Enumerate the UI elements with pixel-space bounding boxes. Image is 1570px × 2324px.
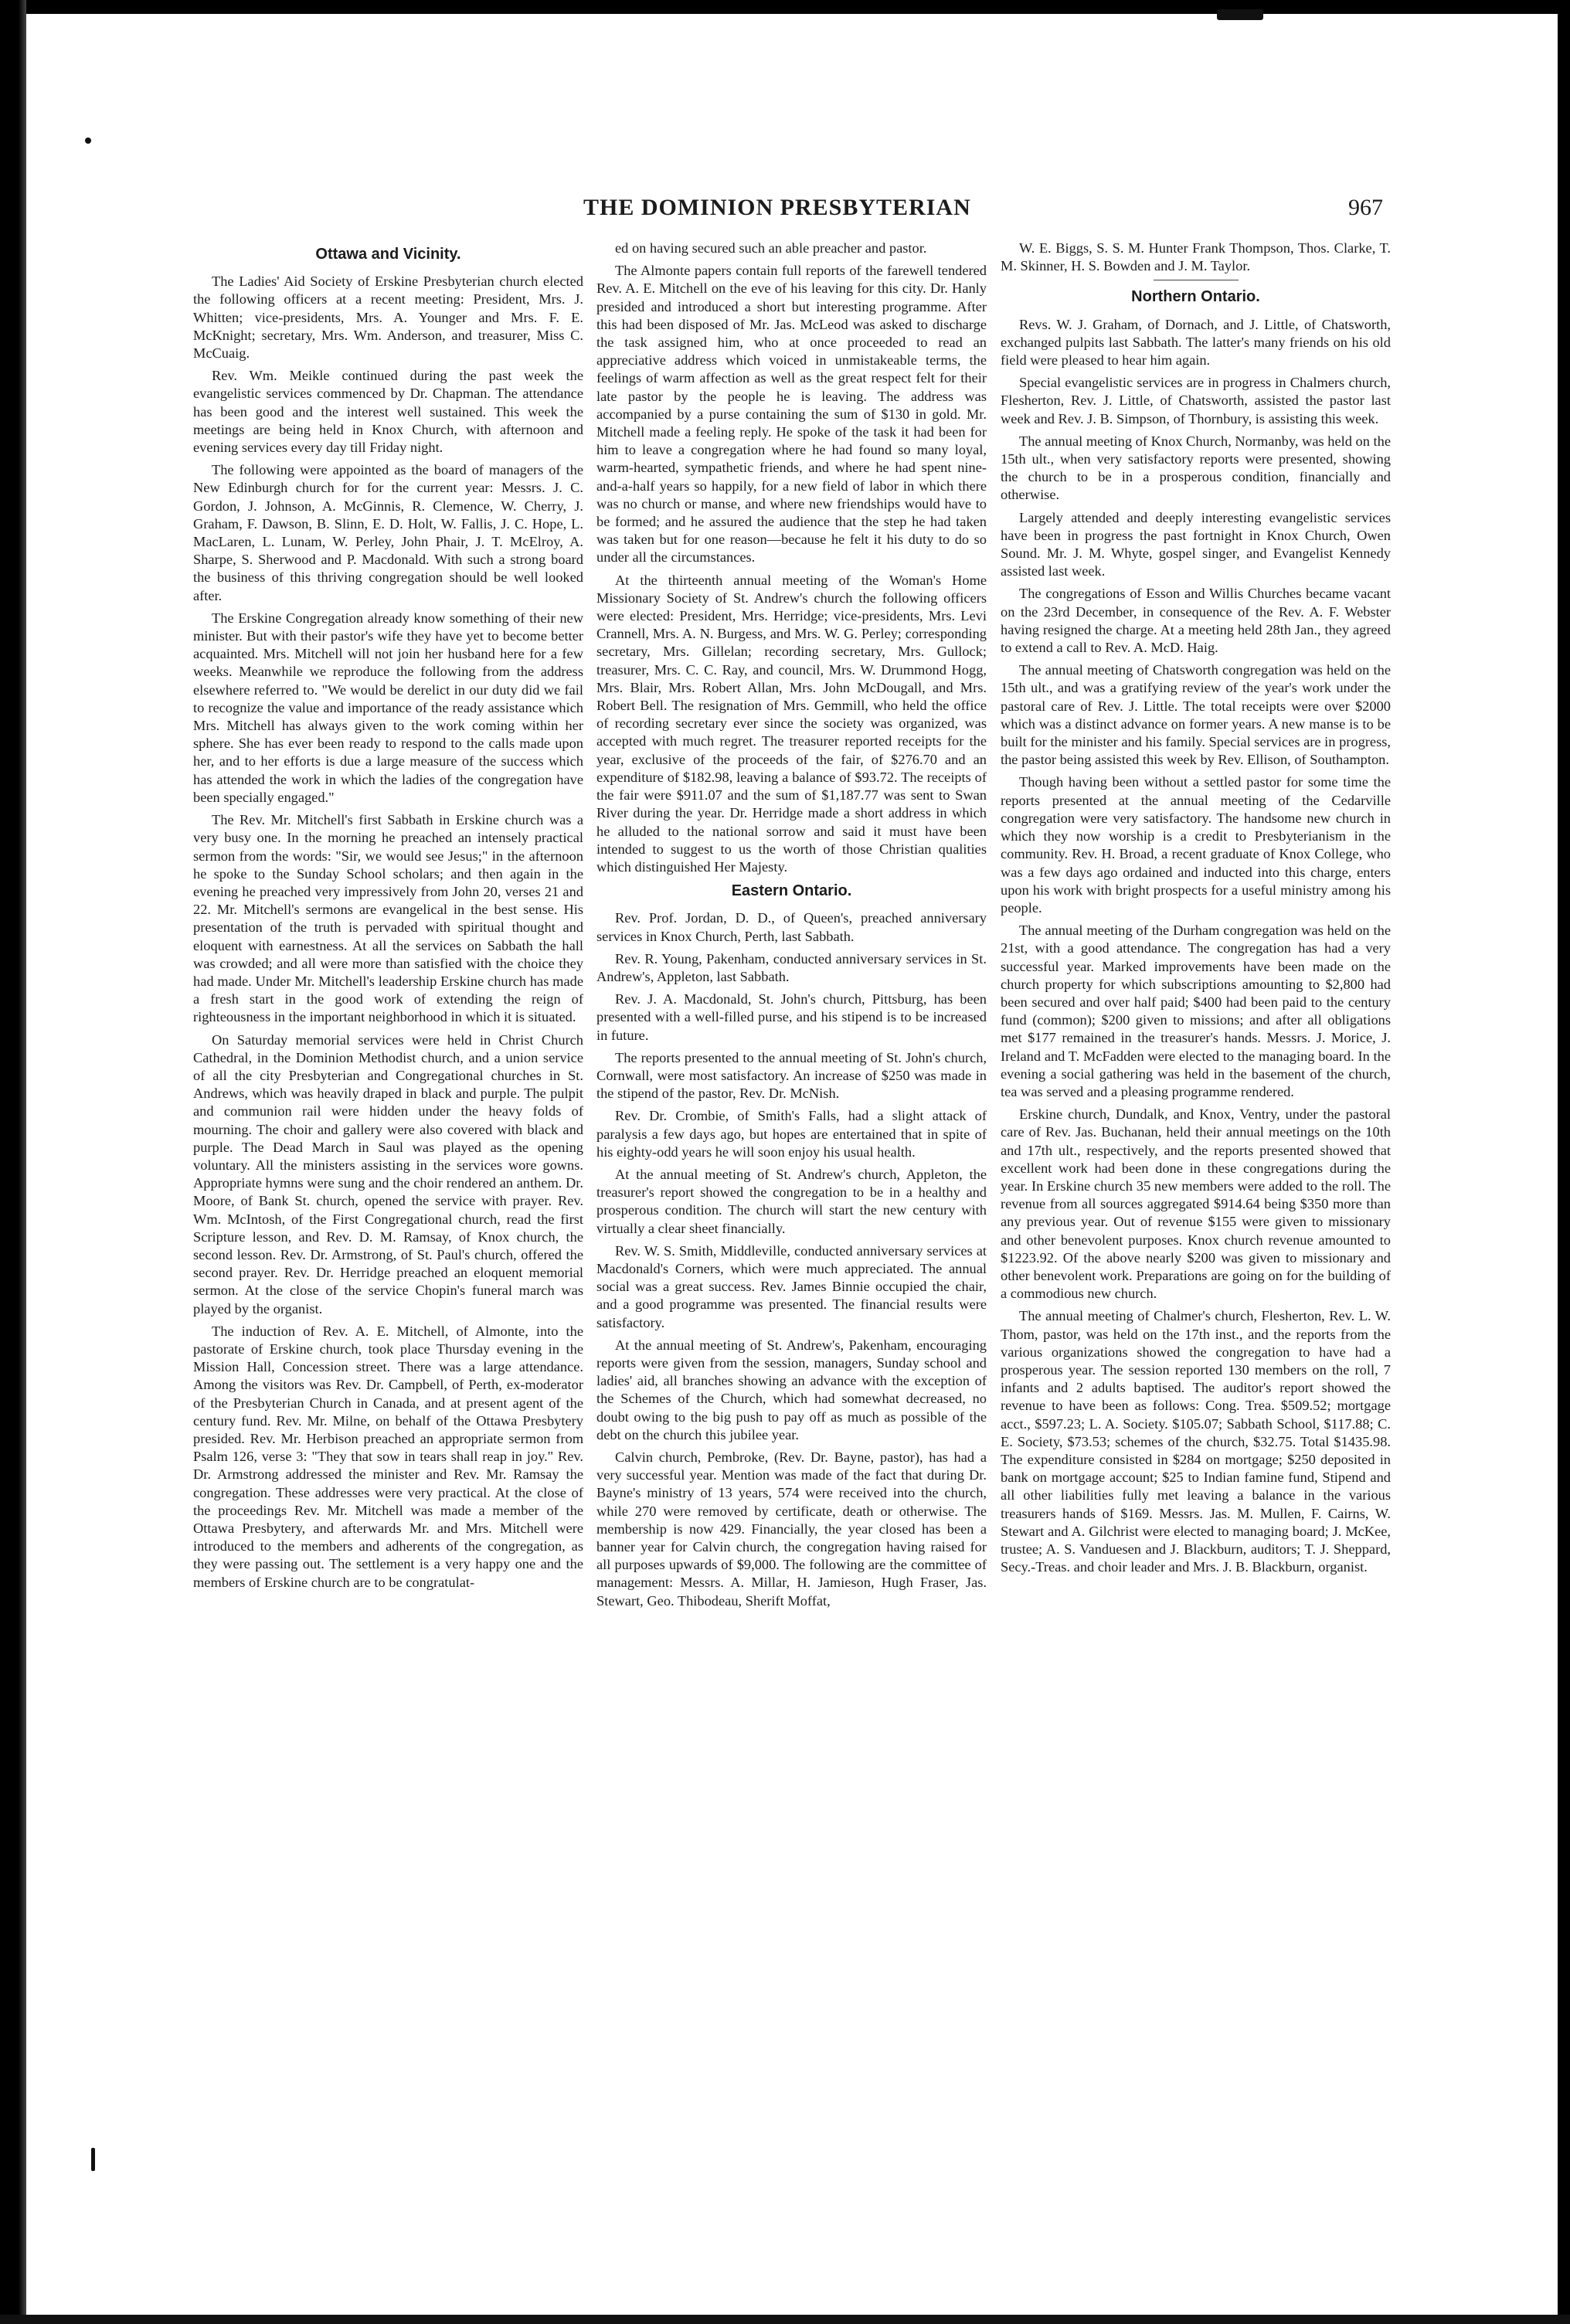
column-1-body (193, 273, 583, 1592)
article-paragraph: The annual meeting of Knox Church, Normanby, was held on the 15th ult., when very satisfactory reports were presented, showing the church to be in a prosperous condition, financially and otherwise. (1001, 433, 1391, 503)
column-1 (193, 240, 583, 2264)
article-paragraph: The reports presented to the annual meeting of St. John's church, Cornwall, were most satisfactory. An increase of $250 was made in the stipend of the pastor, Rev. Dr. McNish. (596, 1049, 987, 1102)
scan-border-right (1558, 0, 1570, 2324)
article-paragraph: The Almonte papers contain full reports of the farewell tendered Rev. A. E. Mitchell on the eve of his leaving for this city. Dr. Hanly presided and introduced a short but interesting programme. After this had been disposed of Mr. Jas. McLeod was asked to discharge the task assigned him, who at once proceeded to read an appreciative address which voiced in unmistakeable terms, the feelings of warm affection as well as the great respect felt for their late pastor by the people he is leaving. The address was accompanied by a purse containing the sum of $130 in gold. Mr. Mitchell made a feeling reply. He spoke of the task it had been for him to leave a congregation where he had found so many loyal, warm-hearted, sympathetic friends, and where he had spent nine-and-a-half years so happily, for a new field of labor in which there was no church or manse, and where new friendships would have to be formed; and he assured the audience that the step he had taken was taken but for one reason—because he felt it his duty to do so under all the circumstances. (596, 263, 987, 566)
scan-border-top (0, 0, 1570, 14)
column-3 (1001, 240, 1391, 2264)
article-paragraph: Rev. R. Young, Pakenham, conducted anniversary services in St. Andrew's, Appleton, last Sabbath. (596, 950, 987, 984)
article-paragraph: The Erskine Congregation already know something of their new minister. But with their pastor's wife they have yet to become better acquainted. Mrs. Mitchell will not join her husband here for a few weeks. Meanwhile we reproduce the following from the address elsewhere referred to. "We would be derelict in our duty did we fail to recognize the value and importance of the ready assistance which Mrs. Mitchell has always given to the work coming within her sphere. She has ever been ready to respond to the calls made upon her, and to her efforts is due a large measure of the success which has attended the work in which the ladies of the congregation have been specially engaged." (193, 610, 583, 805)
article-paragraph: Special evangelistic services are in progress in Chalmers church, Flesherton, Rev. J. Little, of Chatsworth, assisted the pastor last week and Rev. J. B. Simpson, of Thornbury, is assisting this week. (1001, 375, 1391, 426)
scan-speck (91, 2148, 95, 2171)
page-number: 967 (1348, 195, 1383, 220)
article-paragraph: The induction of Rev. A. E. Mitchell, of Almonte, into the pastorate of Erskine church, took place Thursday evening in the Mission Hall, Concession street. There was a large attendance. Among the visitors was Rev. Dr. Campbell, of Perth, ex-moderator of the Presbyterian Church in Canada, and at present agent of the century fund. Rev. Mr. Milne, on behalf of the Ottawa Presbytery presided. Rev. Mr. Herbison preached an appropriate sermon from Psalm 126, verse 3: "They that sow in tears shall reap in joy." Rev. Dr. Armstrong addressed the minister and Rev. Mr. Ramsay the congregation. These addresses were very practical. At the close of the proceedings Rev. Mr. Mitchell was made a member of the Ottawa Presbytery, and afterwards Mr. and Mrs. Mitchell were introduced to the members and adherents of the congregation, as they were passing out. The settlement is a very happy one and the members of Erskine church are to be congratulat- (193, 1323, 583, 1590)
section-heading-ottawa: Ottawa and Vicinity. (315, 246, 461, 263)
running-head (193, 195, 1383, 226)
article-paragraph: ed on having secured such an able preacher and pastor. (615, 240, 927, 256)
publication-title: THE DOMINION PRESBYTERIAN (583, 195, 971, 220)
article-paragraph: Rev. Wm. Meikle continued during the past week the evangelistic services commenced by Dr. Chapman. The attendance has been good and the interest well sustained. This week the meetings are being held in Knox Church, with afternoon and evening services every day till Friday night. (193, 368, 583, 456)
article-paragraph: The congregations of Esson and Willis Churches became vacant on the 23rd December, in consequence of the Rev. A. F. Webster having resigned the charge. At a meeting held 28th Jan., they agreed to extend a call to Rev. A. McD. Haig. (1001, 586, 1391, 656)
scan-speck (1217, 9, 1263, 20)
scan-speck (85, 138, 91, 144)
article-paragraph: Rev. W. S. Smith, Middleville, conducted anniversary services at Macdonald's Corners, which were much appreciated. The annual social was a great success. Rev. James Binnie occupied the chair, and a good programme was presented. The financial results were satisfactory. (596, 1242, 987, 1330)
article-paragraph: Revs. W. J. Graham, of Dornach, and J. Little, of Chatsworth, exchanged pulpits last Sabbath. The latter's many friends on his old field were pleased to hear him again. (1001, 316, 1391, 369)
article-paragraph: At the annual meeting of St. Andrew's church, Appleton, the treasurer's report showed the congregation to be in a healthy and prosperous condition. The church will start the new century with virtually a clear sheet financially. (596, 1166, 987, 1236)
article-paragraph: At the thirteenth annual meeting of the Woman's Home Missionary Society of St. Andrew's church the following officers were elected: President, Mrs. Herridge; vice-presidents, Mrs. Levi Crannell, Mrs. A. N. Burgess, and Mrs. W. G. Perley; corresponding secretary, Mrs. Gillelan; recording secretary, Mrs. Gullock; treasurer, Mrs. C. C. Ray, and council, Mrs. W. Drummond Hogg, Mrs. Blair, Mrs. Robert Allan, Mrs. John McDougall, and Mrs. Robert Bell. The resignation of Mrs. Gemmill, who held the office of recording secretary ever since the society was organized, was accepted with much regret. The treasurer reported receipts for the year, exclusive of the proceeds of the fair, of $276.70 and an expenditure of $182.98, leaving a balance of $93.72. The receipts of the fair were $911.07 and the sum of $1,187.77 was sent to Swan River during the year. Dr. Herridge made a short address in which he alluded to the national sorrow and said it must have been intended to suggest to us the worth of those Christian qualities which distinguished Her Majesty. (596, 572, 987, 875)
article-paragraph: At the annual meeting of St. Andrew's, Pakenham, encouraging reports were given from the session, managers, Sunday school and ladies' aid, all branches showing an advance with the exception of the Schemes of the Church, which had somewhat decreased, no doubt owing to the big push to pay off as much as possible of the debt on the church this jubilee year. (596, 1337, 987, 1442)
article-paragraph: Largely attended and deeply interesting evangelistic services have been in progress the past fortnight in Knox Church, Owen Sound. Mr. J. M. Whyte, gospel singer, and Evangelist Kennedy assisted last week. (1001, 509, 1391, 579)
article-paragraph: Rev. Dr. Crombie, of Smith's Falls, had a slight attack of paralysis a few days ago, but hopes are entertained that in spite of his eighty-odd years he will soon enjoy his usual health. (596, 1108, 987, 1160)
column-2 (596, 240, 987, 2264)
article-paragraph: The annual meeting of the Durham congregation was held on the 21st, with a good attendance. The congregation has had a very successful year. Marked improvements have been made on the church property for which subscriptions amounting to $2,800 had been secured and over half paid; $400 had been paid to the century fund (common); $200 given to missions; and after all obligations met $177 remained in the treasurer's hands. Messrs. J. Morice, J. Ireland and T. McFadden were elected to the managing board. In the evening a social gathering was held in the basement of the church, tea was served and a pleasing programme rendered. (1001, 922, 1391, 1099)
column-3-body-a (1001, 240, 1391, 275)
scan-border-left (0, 0, 26, 2324)
column-3-body-b (1001, 316, 1391, 1577)
article-paragraph: The following were appointed as the board of managers of the New Edinburgh church for for the current year: Messrs. J. C. Gordon, J. Johnson, A. McGinnis, R. Clemence, W. Cherry, J. Graham, F. Dawson, B. Slinn, E. D. Holt, W. Fallis, J. C. Hope, L. MacLaren, L. Lunam, W. Perley, John Phair, J. T. McElroy, A. Sharpe, S. Sherwood and P. Macdonald. With such a strong board the business of this thriving congregation should be well looked after. (193, 462, 583, 603)
article-paragraph: Rev. Prof. Jordan, D. D., of Queen's, preached anniversary services in Knox Church, Perth, last Sabbath. (596, 910, 987, 944)
section-heading-eastern-ontario: Eastern Ontario. (731, 882, 852, 900)
column-2-body-a (596, 240, 987, 876)
article-paragraph: W. E. Biggs, S. S. M. Hunter Frank Thompson, Thos. Clarke, T. M. Skinner, H. S. Bowden and J. M. Taylor. (1001, 240, 1391, 274)
article-paragraph: The annual meeting of Chatsworth congregation was held on the 15th ult., and was a gratifying review of the year's work under the pastoral care of Rev. J. Little. The total receipts were over $2000 which was a distinct advance on former years. A new manse is to be built for the minister and his family. Special services are in progress, the pastor being assisted this week by Rev. Ellison, of Southampton. (1001, 662, 1391, 768)
article-paragraph: The annual meeting of Chalmer's church, Flesherton, Rev. L. W. Thom, pastor, was held on the 17th inst., and the reports from the various organizations showed the congregation to have had a prosperous year. The session reported 130 members on the roll, 7 infants and 2 adults baptised. The auditor's report showed the revenue to have been as follows: Cong. Trea. $509.52; mortgage acct., $597.23; L. A. Society. $105.07; Sabbath School, $117.88; C. E. Society, $73.53; schemes of the church, $32.75. Total $1435.98. The expenditure consisted in $284 on mortgage; $250 deposited in bank on mortgage account; $25 to Indian famine fund, Stipend and all other liabilities fully met leaving a balance in the various treasurers hands of $169. Messrs. Jas. M. Mullen, F. Cairns, W. Stewart and A. Gilchrist were elected to managing board; J. McKee, trustee; A. S. Vanduesen and J. Blackburn, auditors; T. J. Sheppard, Secy.-Treas. and choir leader and Mrs. J. B. Blackburn, organist. (1001, 1308, 1391, 1575)
section-heading-northern-ontario: Northern Ontario. (1131, 288, 1260, 306)
article-paragraph: Calvin church, Pembroke, (Rev. Dr. Bayne, pastor), has had a very successful year. Mention was made of the fact that during Dr. Bayne's ministry of 13 years, 574 were received into the church, while 270 were removed by certificate, death or otherwise. The membership is now 429. Financially, the year closed has been a banner year for Calvin church, the congregation having raised for all purposes upwards of $9,000. The following are the committee of management: Messrs. A. Millar, H. Jamieson, Hugh Fraser, Jas. Stewart, Geo. Thibodeau, Sherift Moffat, (596, 1449, 987, 1609)
scan-border-bottom (0, 2315, 1570, 2324)
article-paragraph: Rev. J. A. Macdonald, St. John's church, Pittsburg, has been presented with a well-filled purse, and his stipend is to be increased in future. (596, 991, 987, 1043)
article-paragraph: Though having been without a settled pastor for some time the reports presented at the annual meeting of the Cedarville congregation were very satisfactory. The handsome new church in which they now worship is a credit to Presbyterianism in the community. Rev. H. Broad, a recent graduate of Knox College, who was a few days ago ordained and inducted into this charge, enters upon his work with bright prospects for a useful ministry among his people. (1001, 774, 1391, 916)
column-2-body-b (596, 909, 987, 1610)
article-paragraph: The Ladies' Aid Society of Erskine Presbyterian church elected the following officers at a recent meeting: President, Mrs. J. Whitten; vice-presidents, Mrs. A. Younger and Mrs. F. E. McKnight; secretary, Mrs. Wm. Anderson, and treasurer, Miss C. McCuaig. (193, 274, 583, 362)
article-columns (193, 240, 1391, 2264)
article-paragraph: On Saturday memorial services were held in Christ Church Cathedral, in the Dominion Methodist church, and a union service of all the city Presbyterian and Congregational churches in St. Andrews, which was heavily draped in black and purple. The pulpit and communion rail were hidden under the heavy folds of mourning. The choir and gallery were also covered with black and purple. The Dead March in Saul was played as the opening voluntary. All the ministers assisting in the services wore gowns. Appropriate hymns were sung and the choir rendered an anthem. Dr. Moore, of Bank St. church, opened the service with prayer. Rev. Wm. McIntosh, of the First Congregational church, read the first Scripture lesson, and Rev. D. M. Ramsay, of Knox church, the second lesson. Rev. Dr. Armstrong, of St. Paul's church, offered the second prayer. Rev. Dr. Herridge preached an eloquent memorial sermon. At the close of the service Chopin's funeral march was played by the organist. (193, 1031, 583, 1317)
article-paragraph: The Rev. Mr. Mitchell's first Sabbath in Erskine church was a very busy one. In the morning he preached an intensely practical sermon from the words: "Sir, we would see Jesus;" in the afternoon he spoke to the Sunday School scholars; and then again in the evening he preached very impressively from John 20, verses 21 and 22. Mr. Mitchell's sermons are evangelical in the best sense. His presentation of the truth is pervaded with spiritual thought and eloquent with earnestness. At all the services on Sabbath the hall was crowded; and all were more than satisfied with the choice they had made. Under Mr. Mitchell's leadership Erskine church has made a fresh start in the good work of extending the reign of righteousness in the important neighborhood in which it is situated. (193, 812, 583, 1025)
article-paragraph: Erskine church, Dundalk, and Knox, Ventry, under the pastoral care of Rev. Jas. Buchanan, held their annual meetings on the 10th and 17th ult., respectively, and the reports presented showed that excellent work had been done in these congregations during the year. In Erskine church 35 new members were added to the roll. The revenue from all sources aggregated $914.64 being $350 more than any previous year. Out of revenue $155 were given to missionary and other benevolent purposes. Knox church revenue amounted to $1223.92. Of the above nearly $200 was given to missionary and other benevolent work. Preparations are going on for the building of a commodious new church. (1001, 1106, 1391, 1302)
